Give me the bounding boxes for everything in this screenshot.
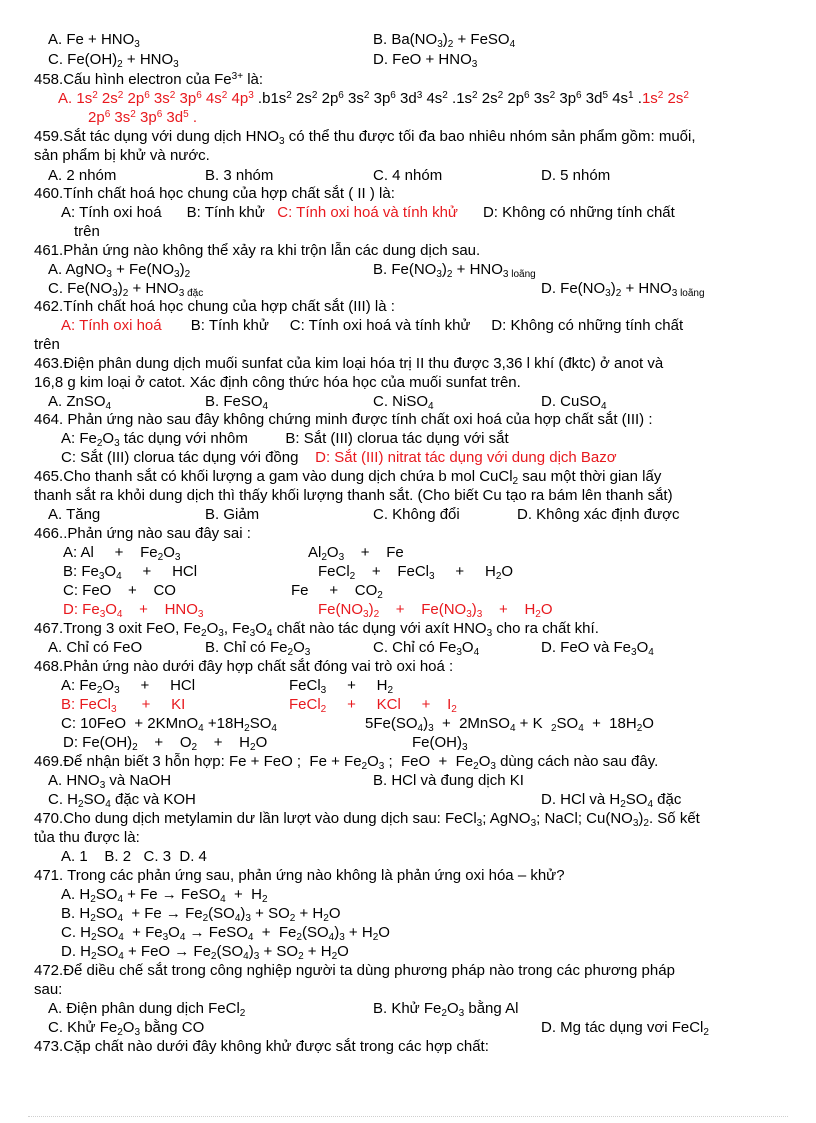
- text-line: C: 10FeO + 2KMnO$_4$ $+18H_2SO_4$: [61, 715, 277, 734]
- text-line: $Al_2O_3$ + Fe: [308, 544, 404, 563]
- text-line: A. Tăng: [48, 506, 101, 523]
- text-line: C: Sắt (III) clorua tác dụng với đồng D: Sắt (III) nitrat tác dụng với dung dịch Bazơ: [61, 449, 617, 466]
- text-line: D: $Fe_3O_4$ + $HNO_3$: [63, 601, 204, 620]
- text-line: A. $1s^2$ $2s^2$ $2p^6$ $3s^2$ $3p^6$ $4s^2$ $4p^3$ $.b1s^2$ $2s^2$ $2p^6$ $3s^2$ $3p^6$ $3d^3$ $4s^2$ $.1s^2$ $2s^2$ $2p^6$ $3s^2$ $3p^6$ $3d^5$ $4s^1$ $.1s^2$ $2s^2$: [58, 90, 689, 107]
- text-line: B. Chỉ có $Fe_2O_3$: [205, 639, 311, 658]
- text-line: trên: [34, 336, 60, 353]
- text-line: D. Không xác định được: [517, 506, 680, 523]
- text-line: C. Không đổi: [373, 506, 460, 523]
- text-line: FeCl$_2$ + KCl + $I_2$: [289, 696, 457, 715]
- text-line: B. $Fe(NO_3)_2 + HNO_{3 loãng}$: [373, 261, 536, 280]
- text-line: A. 1 B. 2 C. 3 D. 4: [61, 848, 207, 865]
- text-line: A. 2 nhóm: [48, 167, 117, 184]
- text-line: B: $Fe_3O_4$ + HCl: [63, 563, 198, 582]
- text-line: B. 3 nhóm: [205, 167, 274, 184]
- text-line: D. $H_2SO_4$ + FeO → $Fe_2(SO_4)_3 + SO_2 + H_2O$: [61, 943, 349, 962]
- text-line: 458.Cấu hình electron của $Fe^{3+}$ là:: [34, 71, 264, 88]
- text-line: C. NiSO$_4$: [373, 393, 434, 412]
- text-line: 462.Tính chất hoá học chung của hợp chất sắt (III) là :: [34, 298, 395, 315]
- text-line: $Fe(OH)_3$: [412, 734, 468, 753]
- text-line: B. Giảm: [205, 506, 260, 523]
- text-line: 466..Phản ứng nào sau đây sai :: [34, 525, 251, 542]
- text-line: sau:: [34, 981, 63, 998]
- text-line: C. $Fe(OH)_2 + HNO_3$: [48, 51, 179, 70]
- text-line: D. $Fe(NO_3)_2 + HNO_{3 loãng}$: [541, 280, 705, 299]
- text-line: sản phẩm bị khử và nước.: [34, 147, 210, 164]
- text-line: C. Chỉ có $Fe_3O_4$: [373, 639, 480, 658]
- text-line: 464. Phản ứng nào sau đây không chứng minh được tính chất oxi hoá của hợp chất sắt (III) :: [34, 411, 653, 428]
- text-line: 469.Để nhận biết 3 hỗn hợp: Fe + FeO ; $Fe + Fe_2O_3$ ; FeO + $Fe_2O_3$ dùng cách nào sau đây.: [34, 753, 659, 772]
- text-line: 467.Trong 3 oxit FeO, $Fe_2O_3$, $Fe_3O_4$ chất nào tác dụng với axít $HNO_3$ cho ra chất khí.: [34, 620, 599, 639]
- text-line: $2p^6$ $3s^2$ $3p^6$ $3d^5$ .: [88, 109, 198, 126]
- text-line: thanh sắt ra khỏi dung dịch thì thấy khối lượng thanh sắt. (Cho biết Cu tạo ra bám lên thanh sắt): [34, 487, 673, 504]
- text-line: trên: [74, 223, 100, 240]
- text-line: A: Al + $Fe_2O_3$: [63, 544, 181, 563]
- text-line: B. $H_2SO_4 + Fe \to Fe_2(SO_4)_3 + SO_2 + H_2O$: [61, 905, 341, 924]
- text-line: C. 4 nhóm: [373, 167, 443, 184]
- text-line: D. Mg tác dụng vơi FeCl$_2$: [541, 1019, 709, 1038]
- text-line: A. $HNO_3$ và NaOH: [48, 772, 172, 791]
- text-line: B. FeSO$_4$: [205, 393, 269, 412]
- text-line: C. $H_2SO_4$ đặc và KOH: [48, 791, 196, 810]
- text-line: Fe + $CO_2$: [291, 582, 383, 601]
- text-line: D. CuSO$_4$: [541, 393, 607, 412]
- text-line: 465.Cho thanh sắt có khối lượng a gam vào dung dịch chứa b mol CuCl$_2$ sau một thời gian lấy: [34, 468, 662, 487]
- text-line: A. AgNO$_3$ + $Fe(NO_3)_2$: [48, 261, 191, 280]
- text-line: $Fe(NO_3)_2$ + $Fe(NO_3)_3$ + $H_2O$: [318, 601, 553, 620]
- text-line: C: FeO + CO: [63, 582, 176, 599]
- text-line: 470.Cho dung dịch metylamin dư lần lượt vào dung dịch sau: FeCl$_3$; AgNO$_3$; NaCl; $Cu(NO_3)_2$. Số kết: [34, 810, 700, 829]
- text-line: 473.Cặp chất nào dưới đây không khử được sắt trong các hợp chất:: [34, 1038, 489, 1055]
- text-line: 471. Trong các phản ứng sau, phản ứng nào không là phản ứng oxi hóa – khử?: [34, 867, 565, 884]
- text-line: D. FeO và $Fe_3O_4$: [541, 639, 654, 658]
- text-line: 468.Phản ứng nào dưới đây hợp chất sắt đóng vai trò oxi hoá :: [34, 658, 454, 675]
- text-line: 459.Sắt tác dụng với dung dịch $HNO_3$ có thể thu được tối đa bao nhiêu nhóm sản phẩm gồm: muối,: [34, 128, 696, 147]
- text-line: D: $Fe(OH)_2$ + $O_2$ + $H_2O$: [63, 734, 268, 753]
- text-line: A: Tính oxi hoá B: Tính khử C: Tính oxi hoá và tính khử D: Không có những tính chất: [61, 204, 675, 221]
- text-line: A: $Fe_2O_3$ tác dụng với nhôm B: Sắt (III) clorua tác dụng với sắt: [61, 430, 509, 449]
- text-line: D. 5 nhóm: [541, 167, 611, 184]
- text-line: A. $H_2SO_4 + Fe$ → FeSO$_4$ + $H_2$: [61, 886, 268, 905]
- text-line: D. FeO + $HNO_3$: [373, 51, 478, 70]
- text-line: C. $H_2SO_4 + Fe_3O_4$ → FeSO$_4$ + $Fe_2(SO_4)_3 + H_2O$: [61, 924, 390, 943]
- text-line: B. Khử $Fe_2O_3$ bằng Al: [373, 1000, 519, 1019]
- text-line: 460.Tính chất hoá học chung của hợp chất sắt ( II ) là:: [34, 185, 395, 202]
- text-line: $5Fe(SO_4)_3$ + 2MnSO$_4$ + K $_2SO_4 + 18H_2O$: [365, 715, 654, 734]
- text-line: tủa thu được là:: [34, 829, 140, 846]
- text-line: 463.Điện phân dung dịch muối sunfat của kim loại hóa trị II thu được 3,36 l khí (đktc) ở anot và: [34, 355, 664, 372]
- page-footer-rule: [28, 1116, 788, 1117]
- text-line: A. ZnSO$_4$: [48, 393, 112, 412]
- text-line: 472.Để diều chế sắt trong công nghiệp người ta dùng phương pháp nào trong các phương pháp: [34, 962, 675, 979]
- text-line: 16,8 g kim loại ở catot. Xác định công thức hóa học của muối sunfat trên.: [34, 374, 521, 391]
- text-line: C. $Fe(NO_3)_2 + HNO_{3 đặc}$: [48, 280, 204, 299]
- text-line: A. $Fe + HNO_3$: [48, 31, 140, 50]
- text-line: A: Tính oxi hoá B: Tính khử C: Tính oxi hoá và tính khử D: Không có những tính chất: [61, 317, 684, 334]
- text-line: 461.Phản ứng nào không thể xảy ra khi trộn lẫn các dung dịch sau.: [34, 242, 481, 259]
- text-line: C. Khử $Fe_2O_3$ bằng CO: [48, 1019, 205, 1038]
- text-line: B. HCl và đung dịch KI: [373, 772, 524, 789]
- text-line: B. $Ba(NO_3)_2$ + FeSO$_4$: [373, 31, 516, 50]
- text-line: D. HCl và $H_2SO_4$ đặc: [541, 791, 682, 810]
- text-line: FeCl$_2$ + FeCl$_3$ + $H_2O$: [318, 563, 514, 582]
- text-line: FeCl$_3$ + $H_2$: [289, 677, 394, 696]
- text-line: A. Chỉ có FeO: [48, 639, 143, 656]
- text-line: A. Điện phân dung dịch FeCl$_2$: [48, 1000, 246, 1019]
- text-line: A: $Fe_2O_3$ + HCl: [61, 677, 196, 696]
- text-line: B: FeCl$_3$ + KI: [61, 696, 186, 715]
